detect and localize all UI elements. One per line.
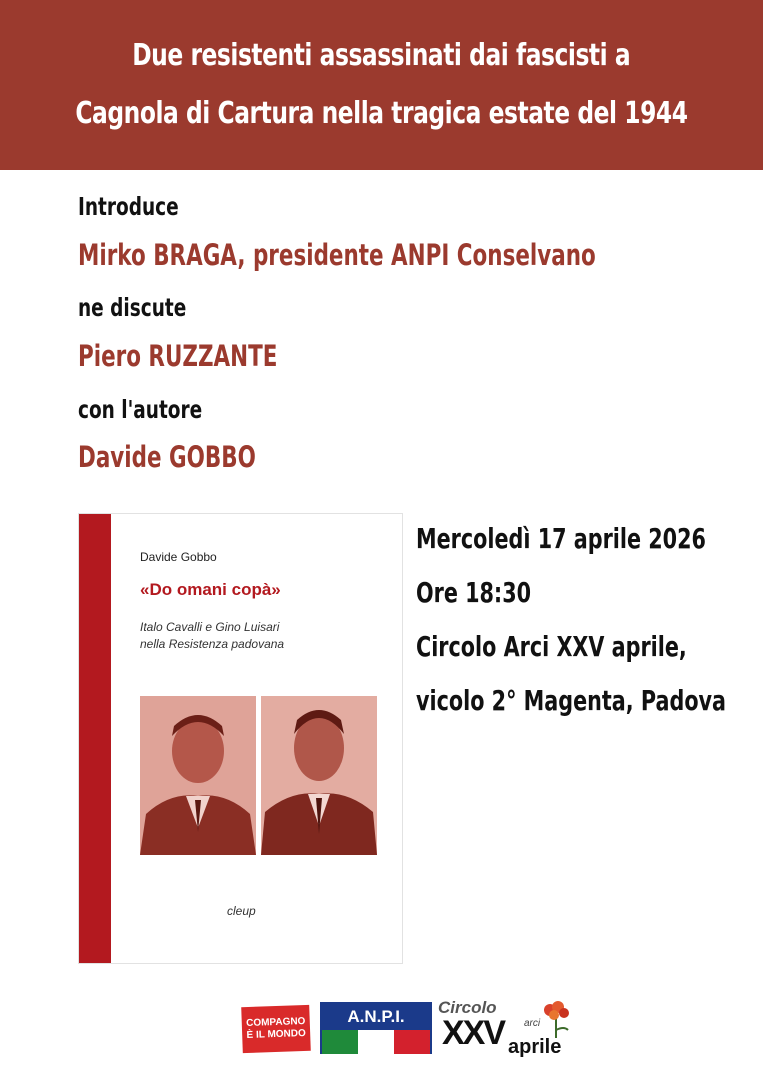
portrait-photo-left — [140, 696, 256, 855]
anpi-text: A.N.P.I. — [322, 1004, 430, 1030]
compagno-line1: COMPAGNO — [245, 1015, 306, 1030]
book-author: Davide Gobbo — [140, 550, 217, 564]
book-subtitle-line1: Italo Cavalli e Gino Luisari — [140, 620, 280, 634]
author-speaker: Davide GOBBO — [78, 440, 256, 474]
circolo-logo — [438, 998, 583, 1060]
event-date: Mercoledì 17 aprile 2026 — [416, 522, 706, 555]
discuss-speaker: Piero RUZZANTE — [78, 339, 278, 373]
author-label: con l'autore — [78, 395, 203, 424]
book-spine — [79, 514, 111, 963]
carnation-icon — [534, 1000, 578, 1040]
circolo-month: aprile — [508, 1036, 562, 1058]
intro-label: Introduce — [78, 192, 179, 221]
intro-speaker: Mirko BRAGA, presidente ANPI Conselvano — [78, 238, 596, 272]
discuss-label: ne discute — [78, 293, 187, 322]
event-address: vicolo 2° Magenta, Padova — [416, 684, 727, 717]
circolo-arci: arci — [524, 1018, 541, 1029]
event-title-line1: Due resistenti assassinati dai fascisti a — [132, 38, 631, 73]
compagno-logo — [241, 1005, 311, 1053]
anpi-logo — [320, 1002, 432, 1054]
event-venue: Circolo Arci XXV aprile, — [416, 630, 687, 663]
book-subtitle-line2: nella Resistenza padovana — [140, 637, 285, 651]
event-details — [416, 512, 726, 728]
book-subtitle — [140, 619, 284, 653]
header-banner — [0, 0, 763, 170]
compagno-line2: È IL MONDO — [246, 1027, 306, 1042]
book-title: «Do omani copà» — [140, 580, 281, 599]
circolo-number: XXV — [442, 1014, 505, 1052]
portrait-photo-right — [261, 696, 377, 855]
publisher-logo: cleup — [227, 904, 256, 918]
italian-flag-icon — [322, 1030, 430, 1054]
book-cover — [78, 513, 403, 964]
event-time: Ore 18:30 — [416, 576, 532, 609]
sponsor-logos — [0, 998, 763, 1068]
event-title-line2: Cagnola di Cartura nella tragica estate del 1944 — [75, 96, 688, 131]
circolo-word: Circolo — [438, 998, 497, 1017]
